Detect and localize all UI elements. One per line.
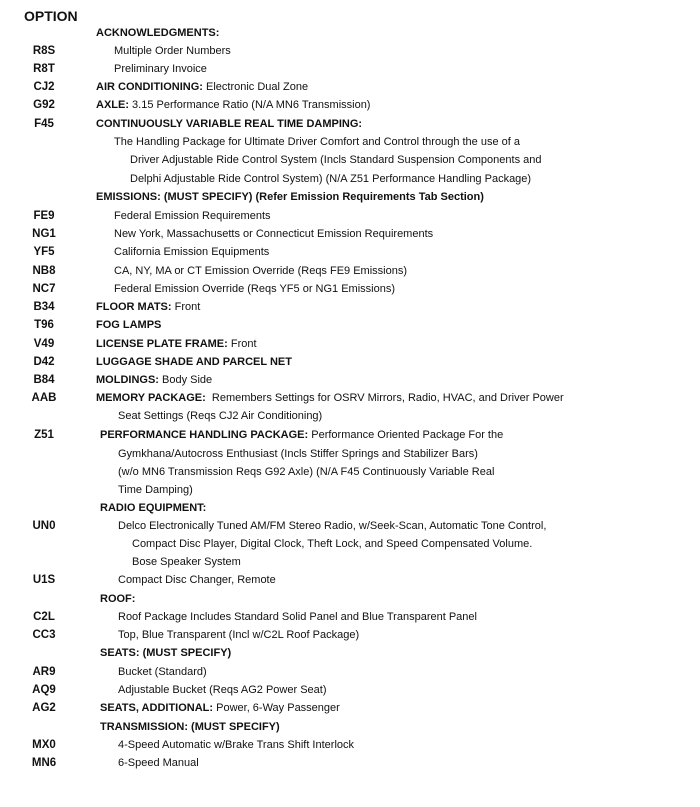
option-code: CC3 [32, 629, 56, 641]
option-row [0, 736, 700, 754]
option-row [0, 335, 700, 353]
option-label: FOG LAMPS [96, 319, 162, 331]
option-row [0, 553, 700, 571]
option-row [0, 24, 700, 42]
option-row [0, 60, 700, 78]
option-row [0, 96, 700, 114]
option-code: AAB [31, 392, 57, 404]
option-text: Federal Emission Override (Reqs YF5 or NG1 Emissions) [114, 283, 395, 295]
option-text: (w/o MN6 Transmission Reqs G92 Axle) (N/A F45 Continuously Variable Real [118, 466, 495, 478]
option-code: R8S [32, 45, 56, 57]
option-description [114, 262, 407, 280]
option-description [96, 78, 308, 96]
option-description [100, 718, 280, 736]
option-text: Gymkhana/Autocross Enthusiast (Incls Stiffer Springs and Stabilizer Bars) [118, 448, 478, 460]
option-code: AG2 [32, 702, 56, 714]
option-code: YF5 [33, 246, 55, 258]
option-row [0, 663, 700, 681]
option-text: Remembers Settings for OSRV Mirrors, Radio, HVAC, and Driver Power [205, 392, 564, 404]
option-description [114, 207, 271, 225]
option-description [114, 243, 269, 261]
option-row [0, 754, 700, 772]
option-label: ACKNOWLEDGMENTS: [96, 27, 220, 39]
option-row [0, 407, 700, 425]
option-text: Time Damping) [118, 484, 193, 496]
option-description [118, 481, 193, 499]
option-label: MOLDINGS: [96, 374, 159, 386]
option-description [130, 151, 542, 169]
option-code: Z51 [34, 429, 54, 441]
option-row [0, 353, 700, 371]
option-label: PERFORMANCE HANDLING PACKAGE: [100, 429, 309, 441]
option-code: B34 [33, 301, 55, 313]
option-row [0, 608, 700, 626]
option-row [0, 316, 700, 334]
option-row [0, 517, 700, 535]
option-description [96, 316, 161, 334]
option-text: The Handling Package for Ultimate Driver Comfort and Control through the use of a [114, 136, 520, 148]
option-label: LICENSE PLATE FRAME: [96, 338, 228, 350]
option-label: RADIO EQUIPMENT: [100, 502, 207, 514]
option-text: Seat Settings (Reqs CJ2 Air Conditioning) [118, 410, 323, 422]
option-description [130, 170, 531, 188]
option-label: CONTINUOUSLY VARIABLE REAL TIME DAMPING: [96, 118, 363, 130]
option-row [0, 463, 700, 481]
option-code: B84 [33, 374, 55, 386]
option-text: Electronic Dual Zone [202, 81, 309, 93]
option-description [96, 24, 219, 42]
option-row [0, 426, 700, 444]
option-label: AIR CONDITIONING: [96, 81, 203, 93]
option-description [118, 463, 494, 481]
option-description [100, 499, 206, 517]
option-description [96, 115, 362, 133]
option-description [118, 663, 207, 681]
option-text: Performance Oriented Package For the [308, 429, 504, 441]
option-description [118, 754, 199, 772]
option-text: Bose Speaker System [132, 556, 241, 568]
option-label: FLOOR MATS: [96, 301, 172, 313]
option-description [114, 280, 395, 298]
option-text: Federal Emission Requirements [114, 210, 271, 222]
option-description [100, 644, 231, 662]
option-description [118, 445, 478, 463]
option-code: D42 [33, 356, 55, 368]
option-description [114, 133, 520, 151]
option-description [118, 681, 327, 699]
option-label: MEMORY PACKAGE: [96, 392, 206, 404]
option-code: NC7 [32, 283, 56, 295]
option-text: Front [171, 301, 201, 313]
option-label: TRANSMISSION: (MUST SPECIFY) [100, 721, 280, 733]
option-text: Roof Package Includes Standard Solid Panel and Blue Transparent Panel [118, 611, 477, 623]
option-row [0, 481, 700, 499]
option-text: 6-Speed Manual [118, 757, 199, 769]
option-code: MX0 [32, 739, 56, 751]
option-description [114, 225, 433, 243]
option-row [0, 42, 700, 60]
option-description [96, 298, 200, 316]
option-code: NB8 [32, 265, 56, 277]
option-text: Compact Disc Player, Digital Clock, Theft Lock, and Speed Compensated Volume. [132, 538, 533, 550]
option-label: EMISSIONS: (MUST SPECIFY) (Refer Emission Requirements Tab Section) [96, 191, 484, 203]
option-text: Top, Blue Transparent (Incl w/C2L Roof Package) [118, 629, 360, 641]
option-row [0, 590, 700, 608]
option-row [0, 225, 700, 243]
option-row [0, 535, 700, 553]
option-label: ROOF: [100, 593, 136, 605]
option-text: Delphi Adjustable Ride Control System) (N/A Z51 Performance Handling Package) [130, 173, 532, 185]
option-row [0, 644, 700, 662]
option-row [0, 445, 700, 463]
option-row [0, 718, 700, 736]
option-row [0, 207, 700, 225]
option-label: SEATS: (MUST SPECIFY) [100, 647, 232, 659]
option-row [0, 243, 700, 261]
option-description [118, 736, 354, 754]
option-description [100, 590, 135, 608]
option-code: MN6 [31, 757, 57, 769]
option-row [0, 699, 700, 717]
option-row [0, 298, 700, 316]
option-description [114, 60, 207, 78]
option-description [96, 335, 257, 353]
option-code: CJ2 [33, 81, 55, 93]
option-text: 3.15 Performance Ratio (N/A MN6 Transmission) [129, 99, 371, 111]
option-description [132, 553, 241, 571]
option-text: New York, Massachusetts or Connecticut Emission Requirements [114, 228, 434, 240]
option-text: CA, NY, MA or CT Emission Override (Reqs FE9 Emissions) [114, 265, 408, 277]
option-text: Power, 6-Way Passenger [213, 702, 340, 714]
option-text: Front [227, 338, 257, 350]
option-code: G92 [33, 99, 55, 111]
option-text: California Emission Equipments [114, 246, 270, 258]
option-description [118, 571, 276, 589]
option-description [118, 517, 546, 535]
option-code: C2L [33, 611, 55, 623]
option-row [0, 188, 700, 206]
option-code: FE9 [33, 210, 55, 222]
option-row [0, 280, 700, 298]
option-description [96, 371, 212, 389]
option-description [96, 96, 370, 114]
option-row [0, 626, 700, 644]
option-row [0, 151, 700, 169]
option-description [114, 42, 231, 60]
option-text: Delco Electronically Tuned AM/FM Stereo Radio, w/Seek-Scan, Automatic Tone Control, [118, 520, 547, 532]
option-code: NG1 [32, 228, 56, 240]
option-code: T96 [34, 319, 54, 331]
option-row [0, 681, 700, 699]
option-description [96, 188, 484, 206]
option-code: V49 [33, 338, 55, 350]
option-row [0, 262, 700, 280]
option-text: Multiple Order Numbers [114, 45, 231, 57]
option-text: Adjustable Bucket (Reqs AG2 Power Seat) [118, 684, 327, 696]
option-row [0, 499, 700, 517]
option-description [100, 699, 340, 717]
option-description [132, 535, 532, 553]
option-text: Preliminary Invoice [114, 63, 207, 75]
option-label: SEATS, ADDITIONAL: [100, 702, 214, 714]
option-row [0, 115, 700, 133]
option-description [118, 407, 322, 425]
option-text: 4-Speed Automatic w/Brake Trans Shift Interlock [118, 739, 355, 751]
option-row [0, 571, 700, 589]
option-description [96, 353, 292, 371]
option-code: F45 [34, 118, 54, 130]
option-label: AXLE: [96, 99, 129, 111]
option-description [96, 389, 564, 407]
option-description [118, 626, 359, 644]
option-text: Bucket (Standard) [118, 666, 207, 678]
option-row [0, 389, 700, 407]
option-label: LUGGAGE SHADE AND PARCEL NET [96, 356, 292, 368]
option-description [100, 426, 503, 444]
option-text: Driver Adjustable Ride Control System (Incls Standard Suspension Components and [130, 154, 542, 166]
option-text: Body Side [158, 374, 213, 386]
option-row [0, 78, 700, 96]
option-code: AQ9 [32, 684, 56, 696]
option-row [0, 371, 700, 389]
option-code: U1S [32, 574, 56, 586]
option-row [0, 170, 700, 188]
option-row [0, 133, 700, 151]
option-code: UN0 [32, 520, 56, 532]
option-header: OPTION [24, 8, 78, 24]
option-code: AR9 [32, 666, 56, 678]
option-code: R8T [33, 63, 55, 75]
option-description [118, 608, 477, 626]
option-text: Compact Disc Changer, Remote [118, 574, 276, 586]
